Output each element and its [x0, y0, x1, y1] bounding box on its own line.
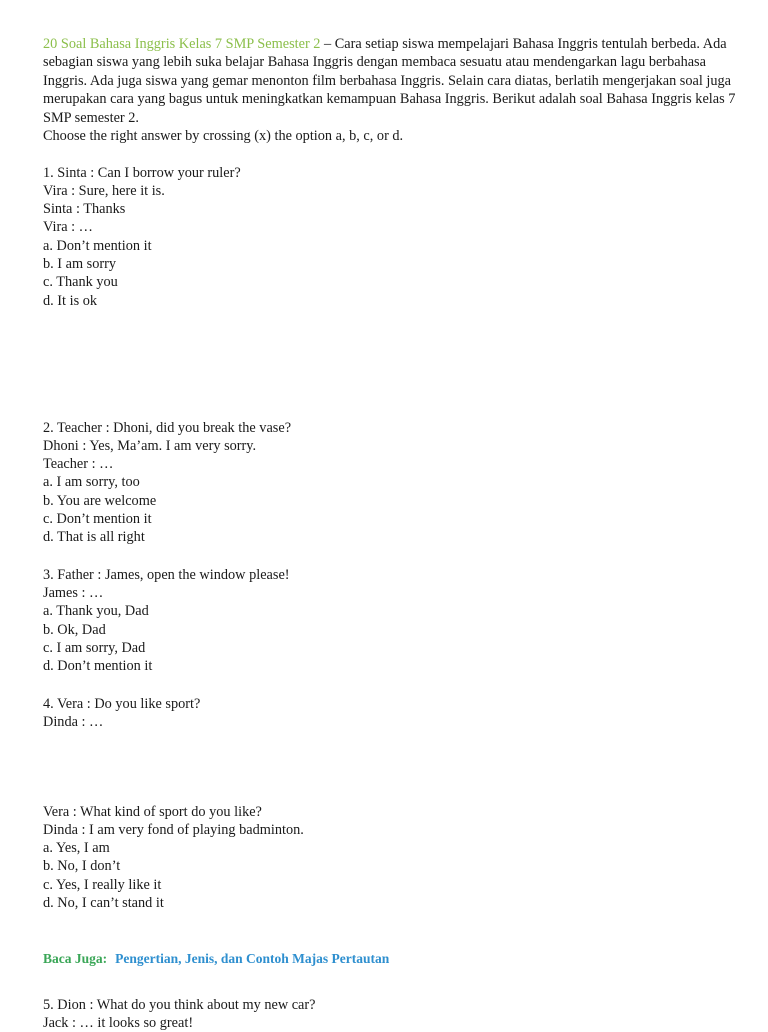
question-3-prompt: 3. Father : James, open the window please! [43, 567, 290, 583]
question-5-line: Jack : … it looks so great! [43, 1015, 194, 1031]
question-4-line: Vera : What kind of sport do you like? [43, 804, 262, 820]
question-1-option-c: c. Thank you [43, 274, 118, 290]
intro-text: – Cara setiap siswa mempelajari Bahasa Inggris tentulah berbeda. Ada sebagian siswa yang lebih suka belajar Bahasa Inggris dengan membaca sesuatu atau mendengarkan lagu berbahasa Inggris. Ada juga siswa yang gemar menonton film berbahasa Inggris. Selain cara diatas, berlatih mengerjakan soal juga merupakan cara yang bagus untuk meningkatkan kemampuan Bahasa Inggris. Berikut adalah soal Bahasa Inggris kelas 7 SMP semester 2. [43, 36, 736, 126]
question-2-prompt: 2. Teacher : Dhoni, did you break the vase? [43, 420, 292, 436]
question-1-line: Sinta : Thanks [43, 201, 126, 217]
question-1-option-b: b. I am sorry [43, 256, 117, 272]
related-article [43, 950, 389, 968]
article-title-link[interactable]: 20 Soal Bahasa Inggris Kelas 7 SMP Semester 2 [43, 36, 321, 52]
related-article-link[interactable]: Pengertian, Jenis, dan Contoh Majas Pertautan [115, 951, 390, 966]
question-4-option-d: d. No, I can’t stand it [43, 895, 164, 911]
question-2-line: Teacher : … [43, 456, 114, 472]
question-4-option-b: b. No, I don’t [43, 858, 121, 874]
question-2-option-d: d. That is all right [43, 529, 145, 545]
question-3-line: James : … [43, 585, 104, 601]
related-label: Baca Juga: [43, 951, 108, 966]
question-3-option-c: c. I am sorry, Dad [43, 640, 146, 656]
question-1-prompt: 1. Sinta : Can I borrow your ruler? [43, 165, 241, 181]
question-2-line: Dhoni : Yes, Ma’am. I am very sorry. [43, 438, 257, 454]
question-1-option-d: d. It is ok [43, 293, 98, 309]
question-2-option-a: a. I am sorry, too [43, 474, 140, 490]
question-4-line: Dinda : … [43, 714, 104, 730]
question-1-option-a: a. Don’t mention it [43, 238, 152, 254]
question-1-line: Vira : Sure, here it is. [43, 183, 165, 199]
question-1-line: Vira : … [43, 219, 93, 235]
question-4-option-c: c. Yes, I really like it [43, 877, 162, 893]
question-3-option-a: a. Thank you, Dad [43, 603, 149, 619]
question-2-option-c: c. Don’t mention it [43, 511, 152, 527]
question-5-prompt: 5. Dion : What do you think about my new car? [43, 997, 316, 1013]
question-4-option-a: a. Yes, I am [43, 840, 110, 856]
question-4-prompt: 4. Vera : Do you like sport? [43, 696, 201, 712]
intro-paragraph [43, 35, 743, 145]
question-3-option-b: b. Ok, Dad [43, 622, 106, 638]
question-4-line: Dinda : I am very fond of playing badminton. [43, 822, 304, 838]
question-3-option-d: d. Don’t mention it [43, 658, 153, 674]
question-2-option-b: b. You are welcome [43, 493, 157, 509]
instruction-text: Choose the right answer by crossing (x) the option a, b, c, or d. [43, 128, 404, 145]
